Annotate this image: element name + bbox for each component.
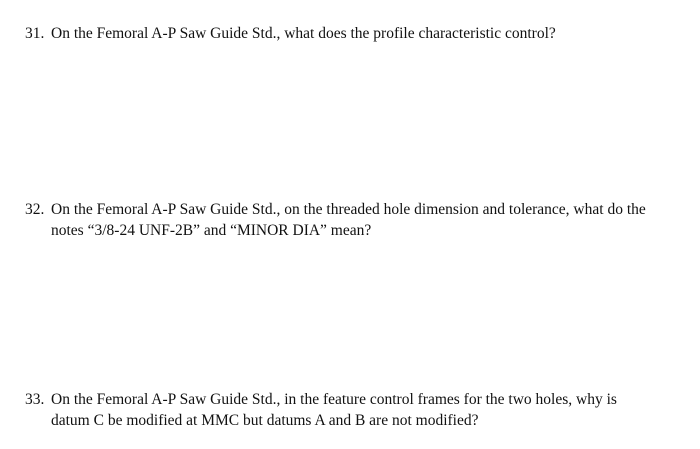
question-31-line-1	[25, 25, 556, 42]
question-32-line-1	[25, 201, 646, 218]
question-31-text: On the Femoral A-P Saw Guide Std., what does the profile characteristic control?	[51, 25, 556, 42]
question-32	[25, 199, 685, 241]
question-33-line-1	[25, 391, 617, 408]
question-31	[25, 23, 685, 44]
question-32-number: 32.	[25, 201, 45, 218]
question-33-number: 33.	[25, 391, 45, 408]
question-32-text-line-2: notes “3/8-24 UNF-2B” and “MINOR DIA” mean?	[51, 222, 372, 239]
question-32-text-line-1: On the Femoral A-P Saw Guide Std., on the threaded hole dimension and tolerance, what do the	[51, 201, 646, 218]
question-33	[25, 389, 685, 431]
question-31-number: 31.	[25, 25, 45, 42]
question-33-text-line-2: datum C be modified at MMC but datums A and B are not modified?	[51, 412, 479, 429]
question-33-text-line-1: On the Femoral A-P Saw Guide Std., in the feature control frames for the two holes, why is	[51, 391, 617, 408]
